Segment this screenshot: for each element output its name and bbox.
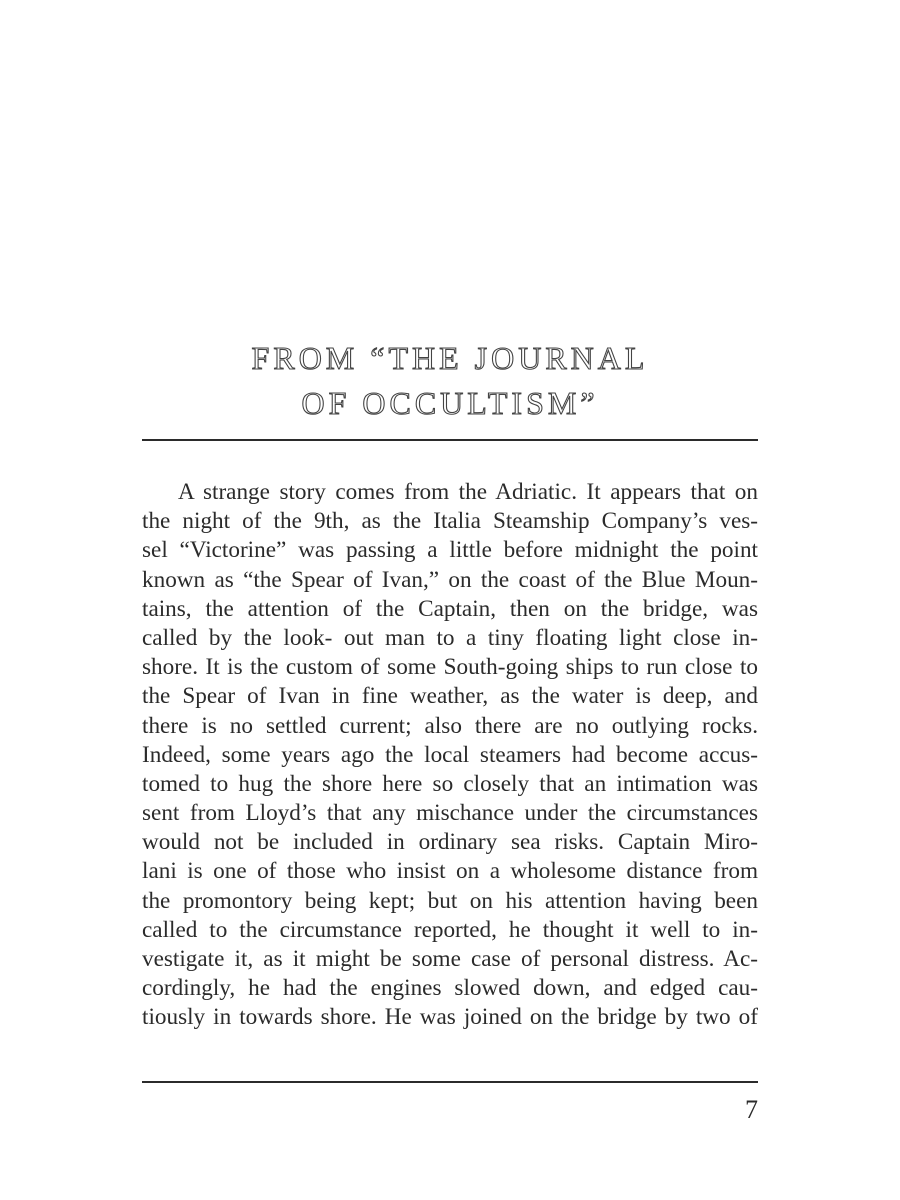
- text-line: known as “the Spear of Ivan,” on the coast of the Blue Moun-: [142, 566, 758, 593]
- top-divider: [142, 439, 758, 441]
- text-line: tiously in towards shore. He was joined on the bridge by two of: [142, 1004, 758, 1031]
- text-line: sel “Victorine” was passing a little before midnight the point: [142, 537, 758, 564]
- text-line: the night of the 9th, as the Italia Steamship Company’s ves-: [142, 508, 758, 535]
- text-line: called by the look- out man to a tiny floating light close in-: [142, 624, 758, 651]
- text-line: cordingly, he had the engines slowed down, and edged cau-: [142, 975, 758, 1002]
- text-line: called to the circumstance reported, he thought it well to in-: [142, 916, 758, 943]
- text-line: sent from Lloyd’s that any mischance under the circumstances: [142, 800, 758, 827]
- text-line: lani is one of those who insist on a wholesome distance from: [142, 858, 758, 885]
- text-line: Indeed, some years ago the local steamers had become accus-: [142, 741, 758, 768]
- text-line: tains, the attention of the Captain, then on the bridge, was: [142, 595, 758, 622]
- chapter-title-line-1: FROM “THE JOURNAL: [251, 340, 649, 376]
- text-line: shore. It is the custom of some South-going ships to run close to: [142, 654, 758, 681]
- bottom-divider: [142, 1081, 758, 1083]
- text-line: tomed to hug the shore here so closely that an intimation was: [142, 770, 758, 797]
- body-paragraph: [142, 478, 758, 1033]
- text-line: A strange story comes from the Adriatic. It appears that on: [178, 479, 758, 505]
- text-line: vestigate it, as it might be some case of personal distress. Ac-: [142, 946, 758, 972]
- text-line: there is no settled current; also there are no outlying rocks.: [142, 712, 758, 739]
- text-line: the promontory being kept; but on his attention having been: [142, 887, 758, 914]
- text-line: would not be included in ordinary sea risks. Captain Miro-: [142, 829, 758, 856]
- chapter-title: [142, 336, 758, 426]
- chapter-title-line-2: OF OCCULTISM”: [301, 385, 599, 421]
- page-number: 7: [745, 1095, 758, 1124]
- text-line: the Spear of Ivan in fine weather, as the water is deep, and: [142, 683, 758, 710]
